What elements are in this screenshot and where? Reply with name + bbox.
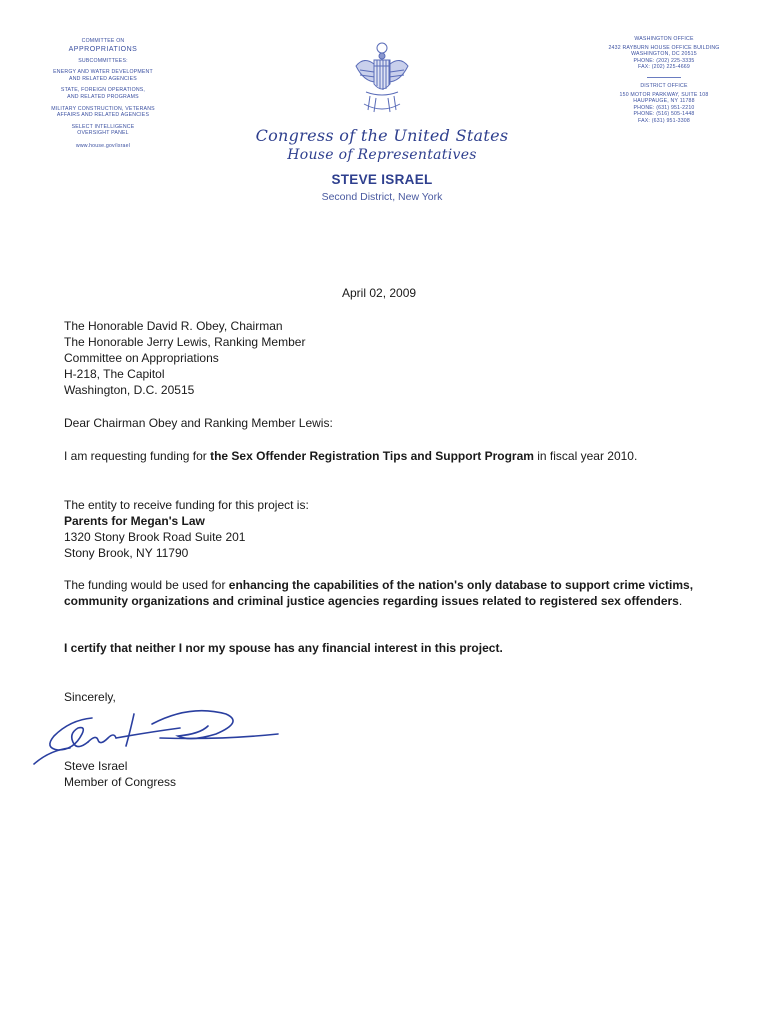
- district-office-line: FAX: (631) 951-3308: [638, 117, 690, 124]
- request-paragraph: [64, 448, 694, 464]
- subcommittee-item: AFFAIRS AND RELATED AGENCIES: [56, 112, 150, 119]
- signer-title: Member of Congress: [64, 775, 177, 789]
- entity-paragraph: [64, 497, 309, 561]
- subcommittee-item: STATE, FOREIGN OPERATIONS,: [60, 87, 146, 94]
- funding-use-paragraph: [64, 577, 704, 609]
- washington-office-line: WASHINGTON, DC 20515: [631, 51, 697, 58]
- entity-name: Parents for Megan's Law: [64, 514, 205, 528]
- congress-title: Congress of the United States: [255, 126, 509, 145]
- entity-intro: The entity to receive funding for this project is:: [64, 498, 309, 512]
- address-line: The Honorable David R. Obey, Chairman: [64, 319, 283, 333]
- salutation: Dear Chairman Obey and Ranking Member Lewis:: [64, 416, 333, 430]
- district-office-line: PHONE: (631) 951-2210: [633, 104, 695, 111]
- letterhead-center: [232, 126, 532, 203]
- district-office-line: 150 MOTOR PARKWAY, SUITE 108: [619, 91, 709, 98]
- washington-office-line: FAX: (202) 225-4669: [638, 64, 690, 71]
- subcommittees-label: SUBCOMMITTEES:: [78, 57, 128, 64]
- congressional-seal-icon: [346, 38, 418, 118]
- entity-address-line: Stony Brook, NY 11790: [64, 546, 189, 560]
- district-office-label: DISTRICT OFFICE: [640, 82, 688, 89]
- house-title: House of Representatives: [287, 147, 477, 163]
- address-line: Committee on Appropriations: [64, 351, 219, 365]
- signature-block: [64, 758, 176, 790]
- address-line: H-218, The Capitol: [64, 367, 165, 381]
- address-line: The Honorable Jerry Lewis, Ranking Member: [64, 335, 306, 349]
- entity-address-line: 1320 Stony Brook Road Suite 201: [64, 530, 246, 544]
- district-office-line: PHONE: (516) 505-1448: [633, 111, 695, 118]
- closing: Sincerely,: [64, 690, 116, 704]
- subcommittee-item: ENERGY AND WATER DEVELOPMENT: [53, 69, 153, 76]
- funding-use-detail: enhancing the capabilities of the nation's only database to support crime victims, community organizations and criminal justice agencies regarding issues related to registered sex offenders: [64, 578, 694, 608]
- subcommittee-item: AND RELATED AGENCIES: [69, 75, 137, 82]
- program-name: the Sex Offender Registration Tips and Support Program: [210, 449, 534, 463]
- washington-office-line: PHONE: (202) 225-3335: [633, 57, 695, 64]
- district-name: Second District, New York: [321, 191, 443, 203]
- letterhead-committees: [28, 38, 178, 150]
- funding-use-intro: The funding would be used for: [64, 578, 229, 592]
- washington-office-label: WASHINGTON OFFICE: [634, 36, 694, 42]
- address-line: Washington, D.C. 20515: [64, 383, 195, 397]
- committee-line: COMMITTEE ON: [81, 38, 125, 44]
- recipient-address: [64, 318, 305, 398]
- website-text: www.house.gov/israel: [75, 142, 131, 149]
- letterhead-offices: [586, 36, 742, 125]
- certification-statement: I certify that neither I nor my spouse has any financial interest in this project.: [64, 641, 503, 655]
- office-divider: [647, 77, 681, 78]
- district-office-line: HAUPPAUGE, NY 11788: [633, 98, 695, 105]
- washington-office-line: 2432 RAYBURN HOUSE OFFICE BUILDING: [608, 44, 720, 51]
- request-text: I am requesting funding for: [64, 449, 211, 463]
- request-text-end: in fiscal year 2010.: [533, 449, 638, 463]
- subcommittee-item: OVERSIGHT PANEL: [77, 130, 129, 137]
- signer-name: Steve Israel: [64, 759, 128, 773]
- member-name: STEVE ISRAEL: [331, 172, 433, 187]
- committee-name: APPROPRIATIONS: [68, 45, 138, 53]
- subcommittee-item: SELECT INTELLIGENCE: [71, 123, 135, 130]
- funding-use-end: .: [678, 594, 683, 608]
- letter-date: April 02, 2009: [342, 286, 417, 300]
- subcommittee-item: AND RELATED PROGRAMS: [67, 93, 139, 100]
- subcommittee-item: MILITARY CONSTRUCTION, VETERANS: [51, 105, 155, 112]
